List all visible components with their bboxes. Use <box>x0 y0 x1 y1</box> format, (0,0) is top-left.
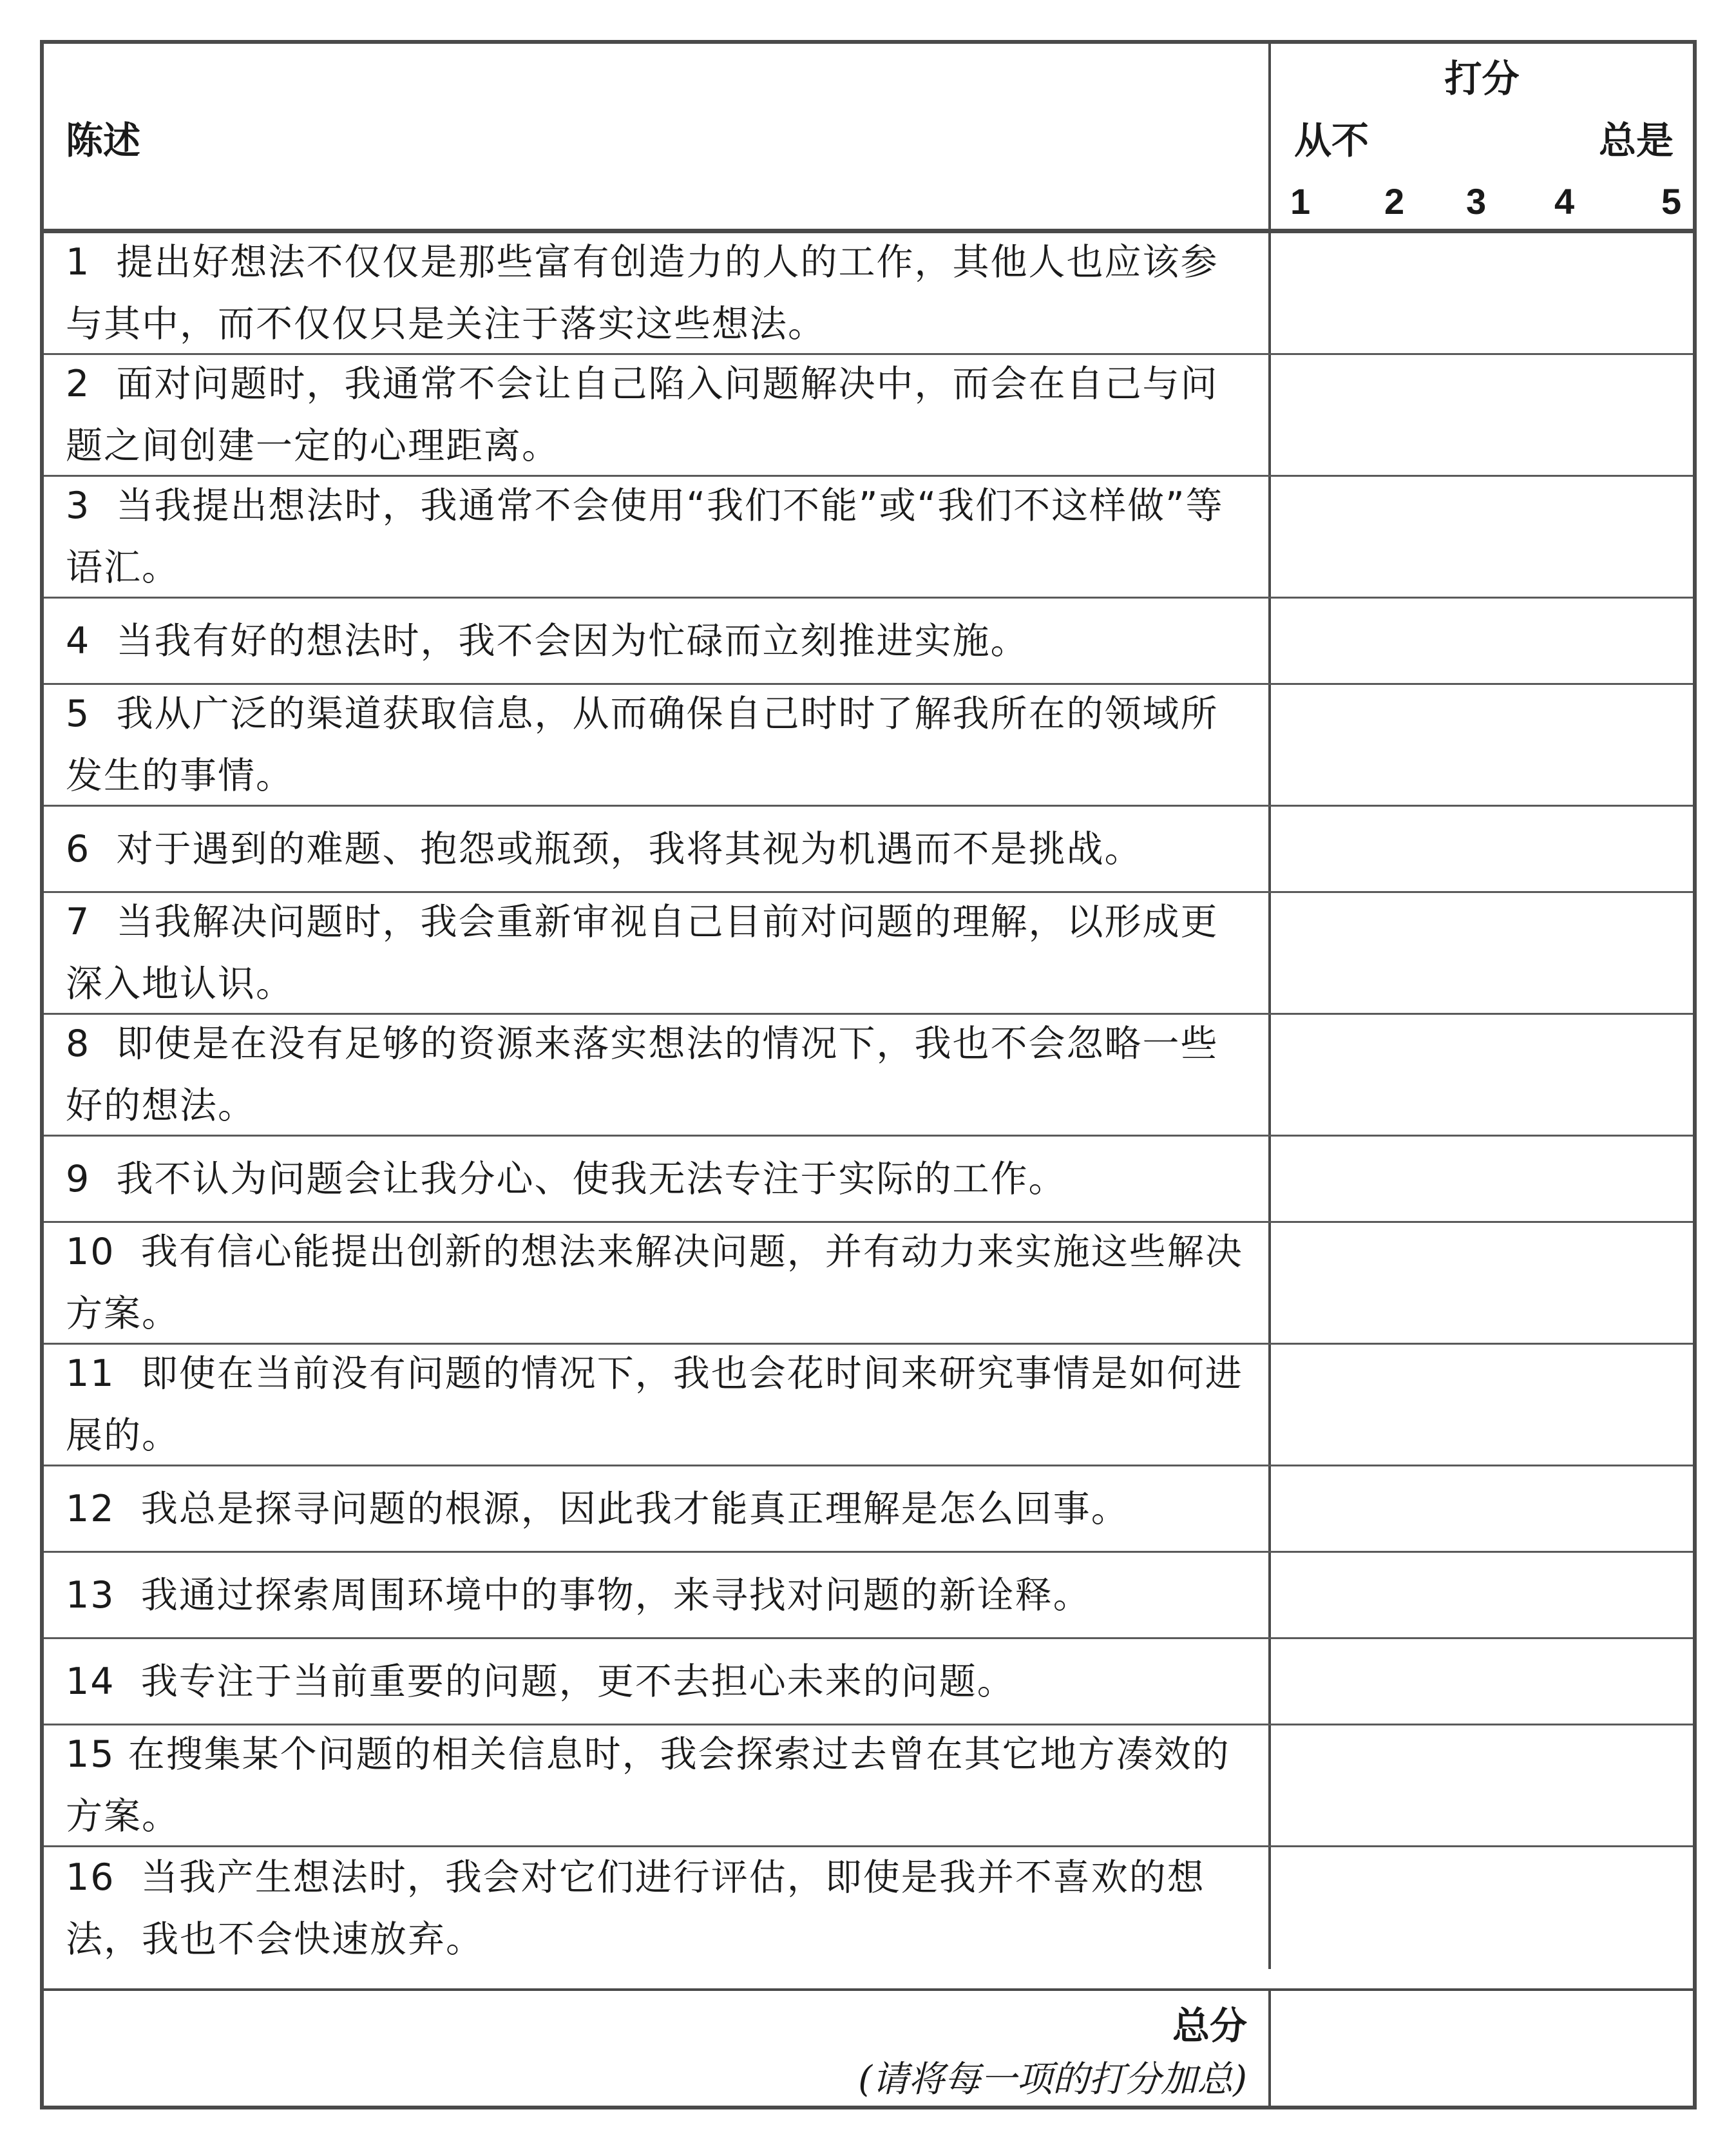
statement-column-header: 陈述 <box>66 119 141 162</box>
row-statement: 即使在当前没有问题的情况下，我也会花时间来研究事情是如何进展的。 <box>66 1352 1243 1457</box>
score-column-header <box>1268 44 1693 229</box>
total-row <box>44 1988 1693 2106</box>
table-row <box>44 233 1693 355</box>
row-number: 1 <box>66 241 91 283</box>
row-statement: 当我有好的想法时，我不会因为忙碌而立刻推进实施。 <box>116 619 1029 662</box>
row-statement: 我专注于当前重要的问题，更不去担心未来的问题。 <box>140 1660 1015 1703</box>
score-title: 打分 <box>1444 57 1520 101</box>
row-number: 16 <box>66 1856 115 1899</box>
score-cell[interactable] <box>1268 1553 1693 1637</box>
table-row <box>44 1015 1693 1137</box>
row-number: 13 <box>66 1573 115 1617</box>
score-cell[interactable] <box>1268 685 1693 805</box>
row-number: 6 <box>66 827 91 870</box>
score-cell[interactable] <box>1268 1639 1693 1724</box>
table-row <box>44 1639 1693 1725</box>
table-row <box>44 1466 1693 1553</box>
row-statement: 我有信心能提出创新的想法来解决问题，并有动力来实施这些解决方案。 <box>66 1231 1243 1335</box>
scale-2: 2 <box>1384 181 1405 222</box>
table-row <box>44 1553 1693 1639</box>
table-row <box>44 807 1693 893</box>
row-number: 8 <box>66 1023 91 1065</box>
score-cell[interactable] <box>1268 1137 1693 1221</box>
table-row <box>44 1345 1693 1466</box>
score-cell[interactable] <box>1268 477 1693 597</box>
row-statement: 提出好想法不仅仅是那些富有创造力的人的工作，其他人也应该参与其中，而不仅仅只是关注于落实这些想法。 <box>66 241 1219 345</box>
row-statement: 面对问题时，我通常不会让自己陷入问题解决中，而会在自己与问题之间创建一定的心理距离。 <box>66 363 1219 467</box>
table-row <box>44 1847 1693 1969</box>
score-cell[interactable] <box>1268 233 1693 353</box>
scale-never-label: 从不 <box>1294 119 1369 162</box>
score-cell[interactable] <box>1268 1725 1693 1845</box>
total-label: 总分 <box>1172 2004 1247 2048</box>
scale-always-label: 总是 <box>1598 119 1674 162</box>
table-row <box>44 893 1693 1015</box>
table-row <box>44 1137 1693 1223</box>
row-number: 7 <box>66 901 91 943</box>
score-cell[interactable] <box>1268 1015 1693 1135</box>
total-note: (请将每一项的打分加总) <box>858 2059 1247 2100</box>
questionnaire-table <box>40 40 1697 2109</box>
table-row <box>44 1223 1693 1345</box>
score-cell[interactable] <box>1268 355 1693 475</box>
table-row <box>44 685 1693 807</box>
row-statement: 我通过探索周围环境中的事物，来寻找对问题的新诠释。 <box>140 1573 1091 1617</box>
row-number: 5 <box>66 693 91 735</box>
scale-3: 3 <box>1466 181 1487 222</box>
score-cell[interactable] <box>1268 1345 1693 1465</box>
score-cell[interactable] <box>1268 1466 1693 1551</box>
row-statement: 对于遇到的难题、抱怨或瓶颈，我将其视为机遇而不是挑战。 <box>116 827 1143 870</box>
scale-5: 5 <box>1661 181 1682 222</box>
score-cell[interactable] <box>1268 599 1693 683</box>
table-header <box>44 44 1693 233</box>
row-statement: 当我解决问题时，我会重新审视自己目前对问题的理解，以形成更深入地认识。 <box>66 901 1219 1005</box>
total-score-cell[interactable] <box>1268 1991 1693 2106</box>
score-cell[interactable] <box>1268 1847 1693 1969</box>
score-cell[interactable] <box>1268 807 1693 891</box>
table-row <box>44 477 1693 599</box>
row-number: 12 <box>66 1487 115 1530</box>
row-statement: 在搜集某个问题的相关信息时，我会探索过去曾在其它地方凑效的方案。 <box>66 1733 1230 1838</box>
row-number: 14 <box>66 1660 115 1703</box>
statement-rows <box>44 233 1693 1969</box>
row-statement: 我从广泛的渠道获取信息，从而确保自己时时了解我所在的领域所发生的事情。 <box>66 693 1219 797</box>
row-number: 3 <box>66 485 91 527</box>
row-statement: 我总是探寻问题的根源，因此我才能真正理解是怎么回事。 <box>140 1487 1129 1530</box>
row-statement: 我不认为问题会让我分心、使我无法专注于实际的工作。 <box>116 1157 1067 1200</box>
table-row <box>44 355 1693 477</box>
row-number: 2 <box>66 363 91 405</box>
table-row <box>44 1725 1693 1847</box>
row-statement: 当我提出想法时，我通常不会使用“我们不能”或“我们不这样做”等语汇。 <box>66 485 1224 589</box>
row-number: 10 <box>66 1231 115 1273</box>
row-number: 11 <box>66 1352 115 1395</box>
table-row <box>44 599 1693 685</box>
row-number: 9 <box>66 1157 91 1200</box>
score-cell[interactable] <box>1268 1223 1693 1343</box>
row-number: 15 <box>66 1733 115 1776</box>
row-statement: 当我产生想法时，我会对它们进行评估，即使是我并不喜欢的想法，我也不会快速放弃。 <box>66 1856 1205 1961</box>
scale-1: 1 <box>1290 181 1311 222</box>
row-number: 4 <box>66 619 91 662</box>
scale-4: 4 <box>1554 181 1575 222</box>
row-statement: 即使是在没有足够的资源来落实想法的情况下，我也不会忽略一些好的想法。 <box>66 1023 1219 1127</box>
score-cell[interactable] <box>1268 893 1693 1013</box>
